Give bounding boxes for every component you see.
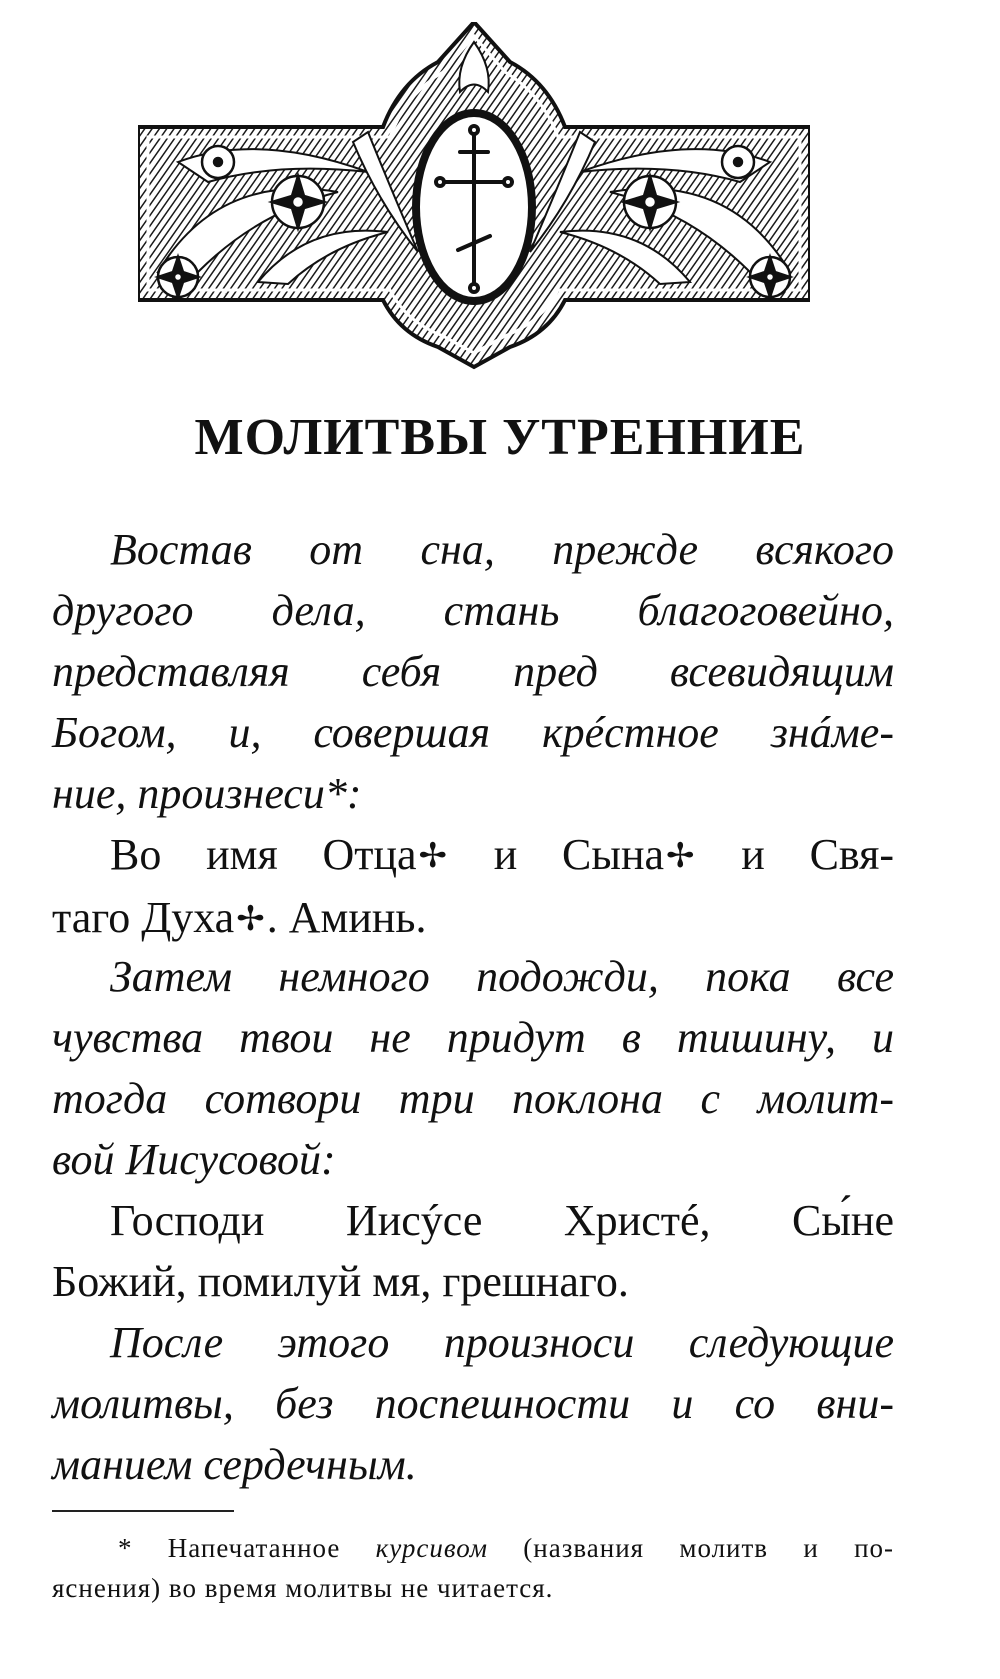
text-line: вой Иисусовой: <box>52 1135 336 1184</box>
text-line: Востав от сна, прежде всякого <box>110 525 894 574</box>
intro-instruction <box>52 519 894 824</box>
prayer-fragment: . Аминь. <box>266 893 427 942</box>
page-title: МОЛИТВЫ УТРЕННИЕ <box>194 409 806 466</box>
footnote-line: яснения) во время молитвы не читается. <box>52 1573 554 1603</box>
text-line: чувства твои не придут в тишину, и <box>52 1013 894 1062</box>
footnote-divider <box>52 1510 234 1512</box>
text-line: тогда сотвори три поклона с молит- <box>52 1074 894 1123</box>
text-line <box>52 887 894 950</box>
pause-instruction <box>52 946 894 1190</box>
text-line <box>52 824 894 887</box>
text-line: манием сердечным. <box>52 1440 417 1489</box>
header-ornament <box>138 22 810 382</box>
text-line: Затем немного подожди, пока все <box>110 952 894 1001</box>
prayer-fragment: Во имя Отца <box>110 830 417 879</box>
text-line: представляя себя пред всевидящим <box>52 647 894 696</box>
cross-mark-icon: ✢ <box>418 838 448 875</box>
cross-mark-icon: ✢ <box>666 838 695 875</box>
prayer-fragment: и Сына <box>493 830 665 879</box>
text-line: молитвы, без поспешности и со вни- <box>52 1379 894 1428</box>
text-line: Богом, и, совершая крéстное знáме- <box>52 708 894 757</box>
prayer-fragment: и Свя- <box>741 830 894 879</box>
footnote-fragment: (названия молитв и по- <box>523 1533 895 1563</box>
footnote-fragment: * Напечатанное <box>118 1533 341 1563</box>
text-line: После этого произноси следующие <box>110 1318 894 1367</box>
footnote <box>52 1528 894 1608</box>
sign-of-cross-prayer <box>52 824 894 950</box>
jesus-prayer <box>52 1190 894 1312</box>
text-line: Божий, помилуй мя, грешнаго. <box>52 1257 629 1306</box>
text-line: другого дела, стань благоговейно, <box>52 586 894 635</box>
after-instruction <box>52 1312 894 1495</box>
text-line: Господи Иисýсе Христé, Сы́не <box>110 1196 894 1245</box>
footnote-emphasis: курсивом <box>375 1533 488 1563</box>
text-line: ние, произнеси*: <box>52 769 362 818</box>
cross-mark-icon: ✢ <box>236 901 265 938</box>
footnote-line <box>52 1528 894 1568</box>
prayer-fragment: таго Духа <box>52 893 235 942</box>
